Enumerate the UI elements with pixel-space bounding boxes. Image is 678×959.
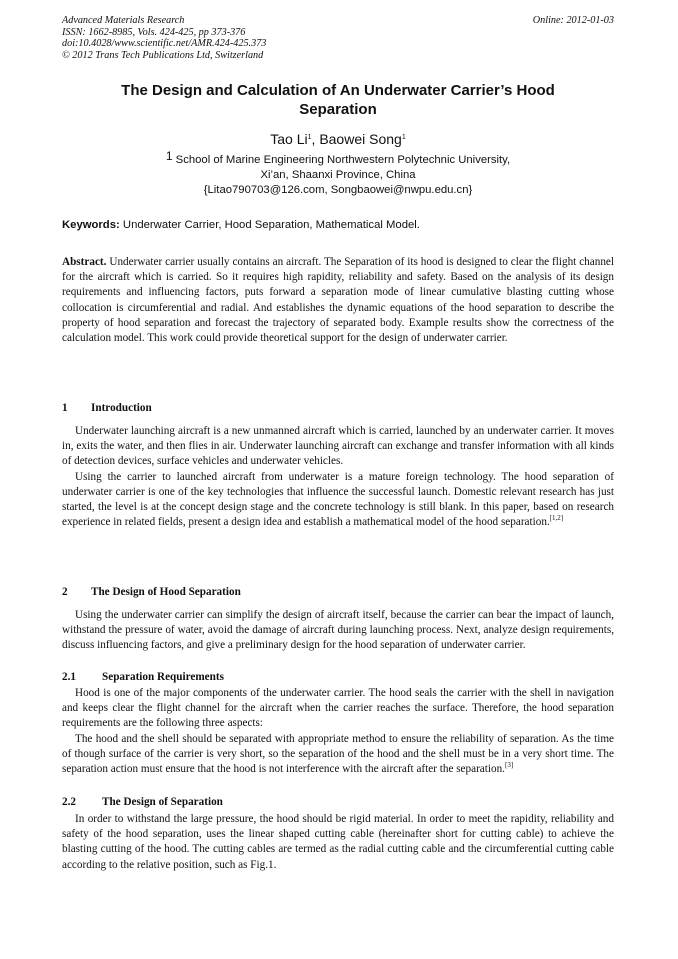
copyright-line: © 2012 Trans Tech Publications Ltd, Switzerland — [62, 49, 264, 61]
section-1-body — [62, 424, 614, 530]
affiliation — [62, 149, 614, 198]
affiliation-line-1: School of Marine Engineering Northwestern Polytechnic University, — [175, 154, 511, 166]
title-line-2: Separation — [299, 101, 377, 118]
section-2-2-title: The Design of Separation — [102, 796, 223, 808]
section-1-paragraph-2: Using the carrier to launched aircraft from underwater is a mature foreign technology. The hood separation of underwater carrier is one of the key technologies that influence the successful launch. Domestic relevant research has just started, the level is at the concept design stage and the concrete technology is still blank. In this paper, based on research experience in related fields, present a design idea and establish a mathematical model of the hood separation.[1,2] — [62, 470, 614, 529]
paper-title — [62, 81, 614, 119]
section-2-1-number: 2.1 — [62, 671, 76, 683]
keywords — [62, 219, 614, 231]
section-2-2-heading — [62, 796, 614, 808]
section-2-1-paragraph-2: The hood and the shell should be separated with appropriate method to ensure the reliability of separation. As the time of though surface of the carrier is very short, so the separation of the hood and the shell must be in a very short time. The separation action must ensure that the hood is not interference with the aircraft after the separation.[3] — [62, 732, 614, 776]
citation-3: [3] — [504, 761, 514, 770]
author-2: Baowei Song — [319, 131, 402, 147]
author-1-affiliation-mark: 1 — [307, 134, 312, 141]
section-2-1-title: Separation Requirements — [102, 671, 224, 683]
affiliation-mark: 1 — [165, 149, 173, 163]
section-2-1-paragraph-1: Hood is one of the major components of the underwater carrier. The hood seals the carrier with the shell in navigation and keeps clear the flight channel for the aircraft when the carrier reaches the surface. Therefore, the hood separation requirements are the following three aspects: — [62, 687, 614, 730]
section-1-paragraph-1: Underwater launching aircraft is a new unmanned aircraft which is carried, launched by an underwater carrier. It moves in, exits the water, and then flies in air. Underwater launching aircraft can exchange and transfer information with all kinds of detection devices, surface vehicles and underwater vehicles. — [62, 425, 614, 468]
keywords-text: Underwater Carrier, Hood Separation, Mathematical Model. — [122, 219, 420, 231]
section-2-1-body — [62, 686, 614, 777]
section-1-heading — [62, 402, 614, 414]
section-2-body — [62, 608, 614, 654]
abstract-text: Underwater carrier usually contains an aircraft. The Separation of its hood is designed to clear the flight channel for the aircraft which is carried. So it requires high rapidity, reliability and safety. Based on the analysis of its design requirements and influencing factors, puts forward a separation mode of linear cumulative blasting cutting whose collocation is circumferential and radial. And establishes the dynamic equations of the hood separation to describe the property of hood separation and forecast the trajectory of separated body. Example results show the correctness of the calculation model. This work could provide theoretical support for the design of underwater carrier. — [62, 256, 615, 345]
section-2-1-heading — [62, 671, 614, 683]
section-2-2-body — [62, 812, 614, 873]
author-2-affiliation-mark: 1 — [401, 134, 406, 141]
section-2-number: 2 — [62, 586, 68, 598]
section-2-heading — [62, 586, 614, 598]
running-header — [62, 15, 614, 61]
author-separator: , — [311, 131, 320, 147]
author-1: Tao Li — [270, 131, 308, 147]
abstract-label: Abstract. — [62, 256, 107, 268]
section-2-title: The Design of Hood Separation — [91, 586, 241, 598]
citation-1-2: [1,2] — [549, 514, 564, 523]
doi-line: doi:10.4028/www.scientific.net/AMR.424-425.373 — [62, 38, 267, 49]
affiliation-emails: {Litao790703@126.com, Songbaowei@nwpu.edu.cn} — [203, 184, 473, 196]
section-2-2-paragraph-1: In order to withstand the large pressure, the hood should be rigid material. In order to meet the rapidity, reliability and safety of the hood separation, uses the linear shaped cutting cable (hereinafter short for cutting cable) to achieve the blasting cutting of the hood. The cutting cables are termed as the radial cutting cable and the circumferential cutting cable according to the relative position, such as Fig.1. — [62, 813, 614, 871]
abstract — [62, 255, 614, 346]
affiliation-line-2: Xi’an, Shaanxi Province, China — [260, 169, 416, 181]
section-1-title: Introduction — [91, 402, 152, 414]
online-date: Online: 2012-01-03 — [532, 15, 614, 26]
section-1-number: 1 — [62, 402, 68, 414]
section-2-2-number: 2.2 — [62, 796, 76, 808]
keywords-label: Keywords: — [62, 219, 120, 231]
author-list — [62, 130, 614, 148]
journal-name: Advanced Materials Research — [62, 15, 185, 26]
title-line-1: The Design and Calculation of An Underwater Carrier’s Hood — [121, 82, 555, 99]
section-2-paragraph-1: Using the underwater carrier can simplify the design of aircraft itself, because the carrier can bear the impact of launch, withstand the pressure of water, avoid the damage of aircraft during launching process. Next, analyze design requirements, discuss influencing factors, and give a preliminary design for the hood separation of underwater carrier. — [62, 609, 614, 652]
issn-line: ISSN: 1662-8985, Vols. 424-425, pp 373-376 — [62, 26, 246, 38]
